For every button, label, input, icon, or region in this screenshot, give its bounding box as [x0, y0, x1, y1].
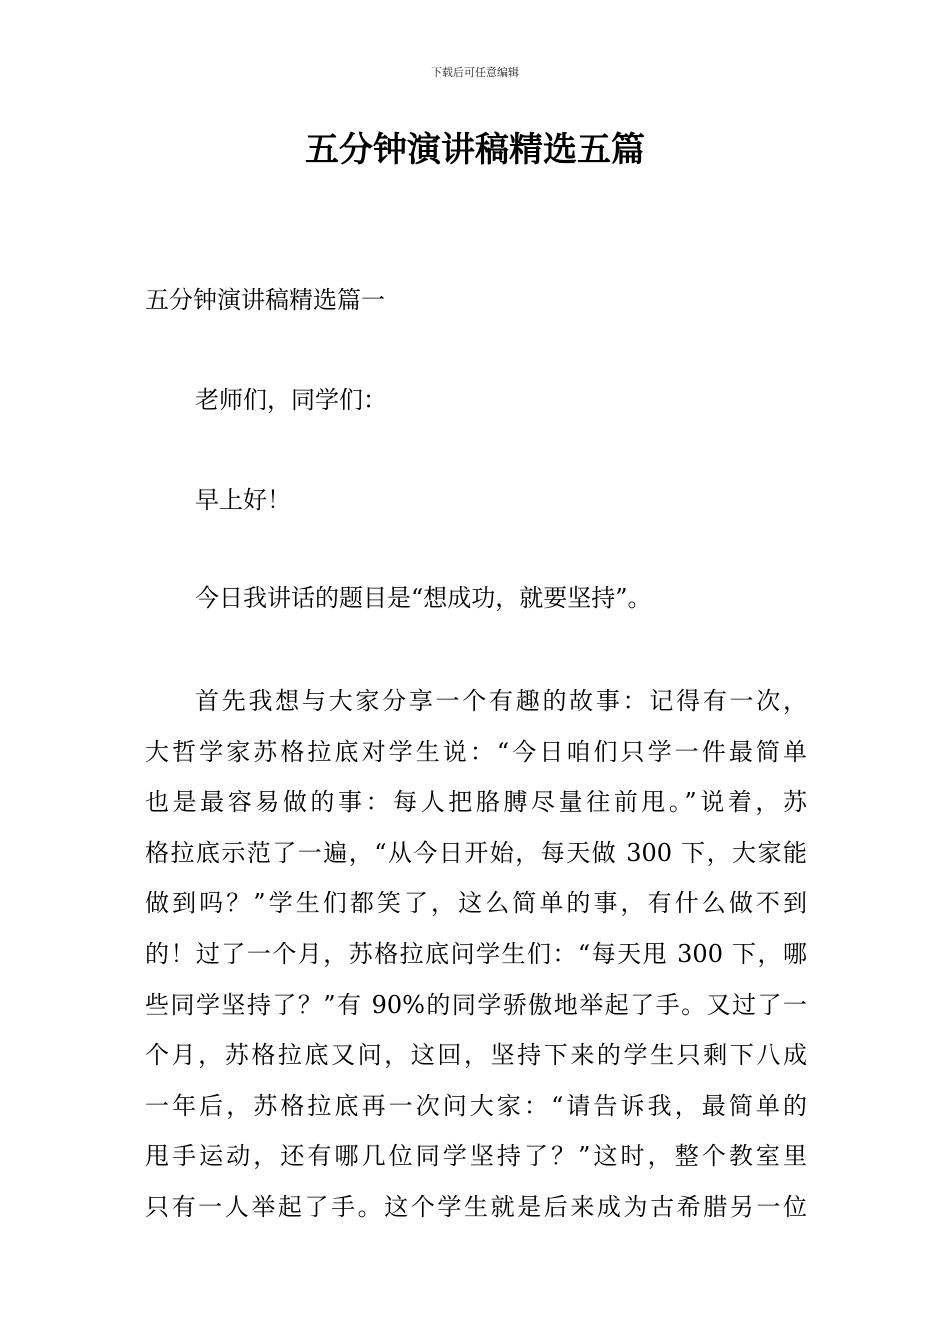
section-heading: 五分钟演讲稿精选篇一	[145, 286, 385, 314]
story-line: 大哲学家苏格拉底对学生说：“今日咱们只学一件最简单	[145, 737, 807, 766]
story-line: 首先我想与大家分享一个有趣的故事：记得有一次，	[195, 687, 807, 715]
header-note: 下载后可任意编辑	[431, 66, 519, 79]
morning-paragraph: 早上好！	[195, 486, 291, 514]
story-line: 做到吗？”学生们都笑了，这么简单的事，有什么做不到	[145, 889, 807, 918]
story-paragraph	[145, 676, 807, 1233]
story-line: 也是最容易做的事：每人把胳膊尽量往前甩。”说着，苏	[145, 788, 807, 817]
document-title: 五分钟演讲稿精选五篇	[305, 130, 645, 170]
topic-paragraph: 今日我讲话的题目是“想成功，就要坚持”。	[195, 584, 652, 612]
story-line: 个月，苏格拉底又问，这回，坚持下来的学生只剩下八成	[145, 1041, 807, 1070]
greeting-paragraph: 老师们，同学们：	[195, 386, 387, 414]
story-line: 甩手运动，还有哪几位同学坚持了？”这时，整个教室里	[145, 1142, 807, 1171]
story-line: 格拉底示范了一遍，“从今日开始，每天做 300 下，大家能	[145, 838, 807, 867]
story-line: 些同学坚持了？”有 90%的同学骄傲地举起了手。又过了一	[145, 990, 807, 1019]
story-line: 只有一人举起了手。这个学生就是后来成为古希腊另一位	[145, 1192, 807, 1221]
story-line: 一年后，苏格拉底再一次问大家：“请告诉我，最简单的	[145, 1091, 807, 1120]
story-line: 的！过了一个月，苏格拉底问学生们：“每天甩 300 下，哪	[145, 939, 807, 968]
